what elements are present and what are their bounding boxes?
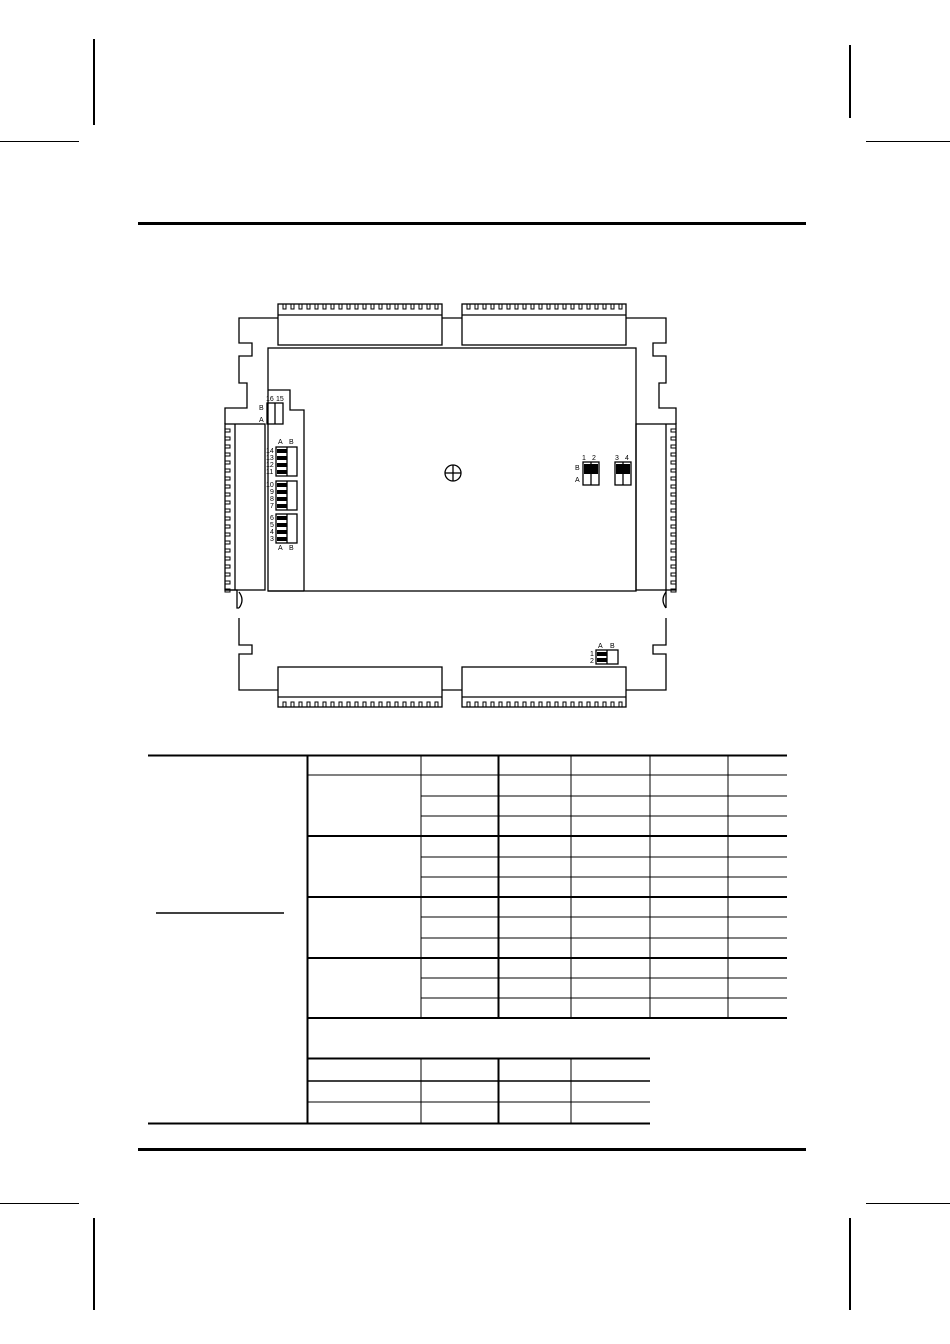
svg-text:3: 3 — [615, 455, 619, 462]
label-16: 16 — [266, 396, 274, 403]
crop-mark-bottom-right-horizontal — [866, 1203, 950, 1204]
svg-text:14: 14 — [266, 448, 274, 455]
svg-text:4: 4 — [625, 455, 629, 462]
crop-mark-bottom-left-horizontal — [0, 1203, 79, 1204]
svg-text:7: 7 — [270, 503, 274, 510]
svg-text:3: 3 — [270, 536, 274, 543]
svg-text:5: 5 — [270, 522, 274, 529]
terminal-block-bottom-right — [462, 667, 626, 707]
svg-text:B: B — [575, 465, 580, 472]
svg-text:1: 1 — [590, 651, 594, 658]
svg-text:8: 8 — [270, 496, 274, 503]
svg-text:11: 11 — [266, 469, 274, 476]
label-col-a-bottom: A — [278, 545, 283, 552]
label-row-b: B — [259, 405, 264, 412]
label-15: 15 — [276, 396, 284, 403]
terminal-block-right — [636, 424, 676, 590]
svg-text:9: 9 — [270, 489, 274, 496]
footer-rule — [138, 1148, 806, 1151]
svg-text:13: 13 — [266, 455, 274, 462]
svg-text:A: A — [575, 477, 580, 484]
terminal-block-top-right — [462, 304, 626, 345]
pcb — [268, 348, 636, 591]
svg-text:1: 1 — [582, 455, 586, 462]
label-col-a-top: A — [278, 439, 283, 446]
svg-text:A: A — [598, 643, 603, 650]
svg-text:2: 2 — [592, 455, 596, 462]
label-row-a: A — [259, 417, 264, 424]
terminal-block-left — [225, 424, 265, 590]
svg-text:B: B — [610, 643, 615, 650]
crop-mark-bottom-left-vertical — [93, 1218, 95, 1310]
svg-text:6: 6 — [270, 515, 274, 522]
svg-text:12: 12 — [266, 462, 274, 469]
label-col-b-top: B — [289, 439, 294, 446]
svg-text:10: 10 — [266, 482, 274, 489]
enclosure-outline — [225, 318, 676, 690]
label-col-b-bottom: B — [289, 545, 294, 552]
terminal-block-bottom-left — [278, 667, 442, 707]
svg-text:4: 4 — [270, 529, 274, 536]
crop-mark-bottom-right-vertical — [849, 1218, 851, 1310]
terminal-block-top-left — [278, 304, 442, 345]
spec-table — [0, 740, 950, 1140]
svg-text:2: 2 — [590, 658, 594, 665]
